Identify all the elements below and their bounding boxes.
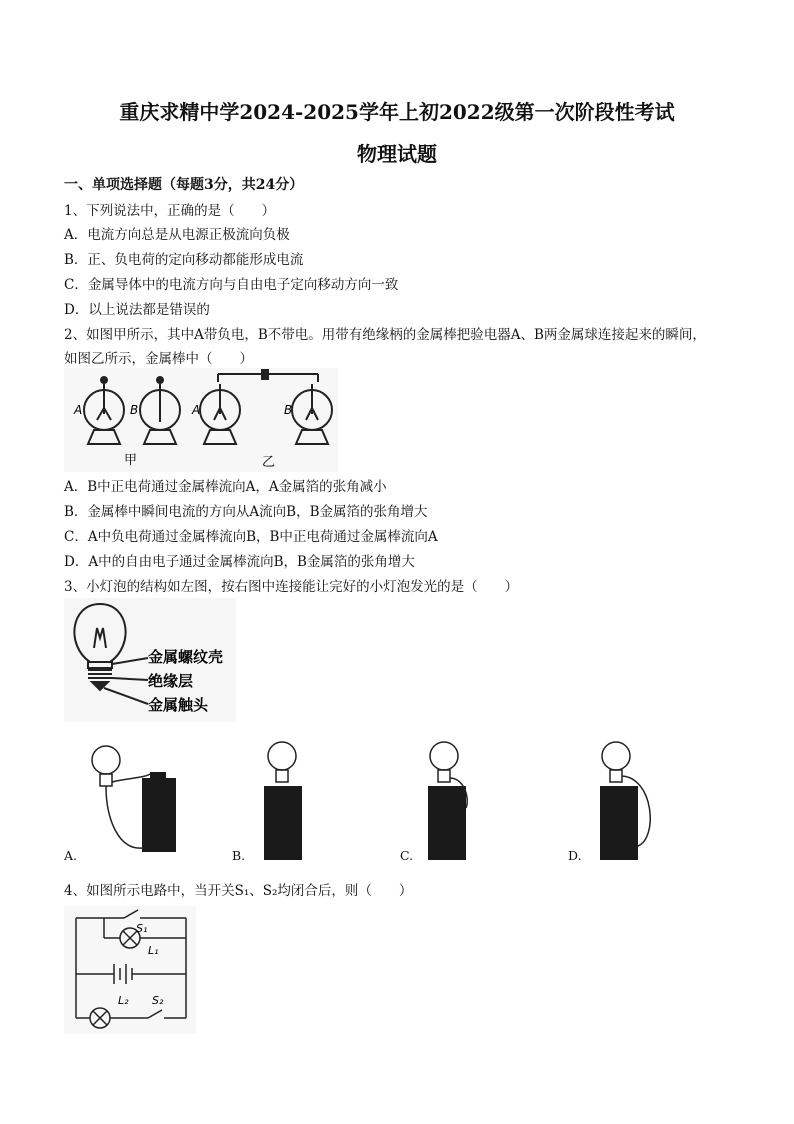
label-metal-screw-shell: 金属螺纹壳 (148, 648, 224, 666)
q4-stem: 4、如图所示电路中，当开关S₁、S₂均闭合后，则（ ） (64, 883, 413, 899)
battery-icon (264, 786, 302, 860)
label-a-right: A (192, 403, 201, 417)
q1-option-b: B．正、负电荷的定向移动都能形成电流 (64, 252, 304, 268)
q3-choice-a: A. (64, 848, 78, 863)
battery-icon (428, 786, 466, 860)
q3-choice-d: D. (568, 848, 582, 863)
bulb-icon (268, 742, 296, 782)
label-insulator: 绝缘层 (148, 672, 194, 690)
caption-jia: 甲 (124, 453, 138, 468)
label-s2: S₂ (152, 994, 164, 1007)
q2-option-d: D．A中的自由电子通过金属棒流向B，B金属箔的张角增大 (64, 554, 415, 570)
exam-subtitle: 物理试题 (357, 142, 437, 166)
battery-icon (600, 786, 638, 860)
bulb-icon (430, 742, 458, 782)
bulb-structure-figure (64, 598, 236, 722)
q2-option-b: B．金属棒中瞬间电流的方向从A流向B，B金属箔的张角增大 (64, 504, 428, 520)
section-heading: 一、单项选择题（每题3分，共24分） (64, 177, 304, 193)
electroscope-figure (64, 368, 338, 472)
label-l1: L₁ (148, 944, 159, 957)
label-a-left: A (74, 403, 83, 417)
q1-option-d: D．以上说法都是错误的 (64, 302, 210, 318)
bulb-icon (92, 746, 120, 786)
q2-option-a: A．B中正电荷通过金属棒流向A，A金属箔的张角减小 (64, 479, 387, 495)
q3-choice-b: B. (232, 848, 246, 863)
q1-option-c: C．金属导体中的电流方向与自由电子定向移动方向一致 (64, 277, 399, 293)
label-b-right: B (284, 403, 293, 417)
circuit-figure (64, 906, 196, 1034)
q3-choice-c: C. (400, 848, 414, 863)
exam-title: 重庆求精中学2024-2025学年上初2022级第一次阶段性考试 (119, 100, 675, 124)
label-l2: L₂ (118, 994, 129, 1007)
q3-figure-d (594, 738, 658, 862)
battery-icon (142, 778, 176, 852)
q1-stem: 1、下列说法中，正确的是（ ） (64, 203, 276, 219)
q2-stem-line2: 如图乙所示，金属棒中（ ） (64, 351, 253, 367)
caption-yi: 乙 (262, 455, 276, 470)
q1-option-a: A．电流方向总是从电源正极流向负极 (64, 227, 290, 243)
q3-figure-a (88, 738, 192, 862)
label-metal-contact: 金属触头 (148, 696, 209, 714)
q2-option-c: C．A中负电荷通过金属棒流向B，B中正电荷通过金属棒流向A (64, 529, 438, 545)
q2-stem-line1: 2、如图甲所示，其中A带负电，B不带电。用带有绝缘柄的金属棒把验电器A、B两金属球连接起来的瞬间， (64, 327, 706, 343)
q3-figure-b (254, 738, 314, 862)
q3-figure-c (420, 738, 480, 862)
q3-stem: 3、小灯泡的结构如左图，按右图中连接能让完好的小灯泡发光的是（ ） (64, 579, 519, 595)
label-s1: S₁ (136, 922, 148, 935)
label-b-left: B (130, 403, 139, 417)
